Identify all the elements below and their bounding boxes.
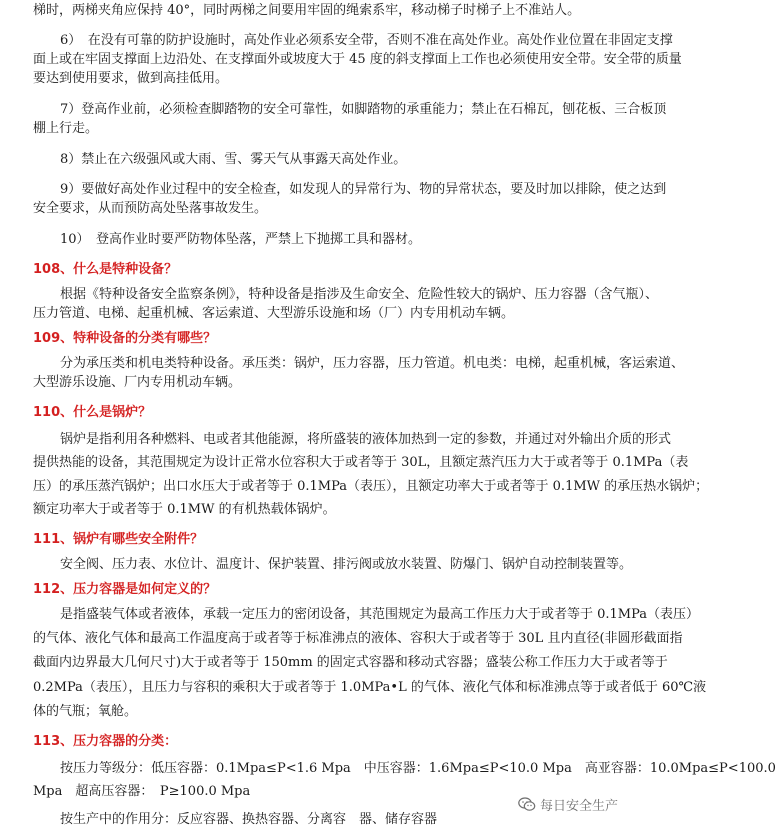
paragraph-line: 梯时，两梯夹角应保持 40°，同时两梯之间要用牢固的绳索系牢，移动梯子时梯子上不准站人。 [33,3,581,18]
paragraph-line: 按生产中的作用分：反应容器、换热容器、分离容 器、储存容器 [60,812,438,827]
paragraph-line: 截面内边界最大几何尺寸)大于或者等于 150mm 的固定式容器和移动式容器；盛装公称工作压力大于或者等于 [33,655,668,670]
watermark [516,795,620,814]
paragraph-line: 压）的承压蒸汽锅炉；出口水压大于或者等于 0.1MPa（表压），且额定功率大于或者等于 0.1MW 的承压热水锅炉； [33,479,709,494]
paragraph-line: 的气体、液化气体和最高工作温度高于或者等于标准沸点的液体、容积大于或者等于 30L 且内直径(非圆形截面指 [33,631,683,646]
section-heading: 110、什么是锅炉？ [33,405,152,420]
paragraph-line: 7）登高作业前，必须检查脚踏物的安全可靠性，如脚踏物的承重能力；禁止在石棉瓦，刨花板、三合板顶 [60,102,667,117]
wechat-icon [518,797,536,812]
section-heading: 108、什么是特种设备？ [33,262,178,277]
paragraph-line: 大型游乐设施、厂内专用机动车辆。 [33,375,242,390]
paragraph-line: 9）要做好高处作业过程中的安全检查，如发现人的异常行为、物的异常状态，要及时加以排除，使之达到 [60,182,667,197]
section-heading: 113、压力容器的分类： [33,734,178,749]
section-heading: 109、特种设备的分类有哪些？ [33,331,217,346]
paragraph-line: 0.2MPa（表压），且压力与容积的乘积大于或者等于 1.0MPa•L 的气体、液化气体和标准沸点等于或者低于 60℃液 [33,680,707,695]
paragraph-line: 根据《特种设备安全监察条例》，特种设备是指涉及生命安全、危险性较大的锅炉、压力容器（含气瓶）、 [60,287,659,302]
paragraph-line: 体的气瓶；氧舱。 [33,704,138,719]
paragraph-line: 是指盛装气体或者液体，承载一定压力的密闭设备，其范围规定为最高工作压力大于或者等于 0.1MPa（表压） [60,607,700,622]
paragraph-line: 6） 在没有可靠的防护设施时，高处作业必须系安全带，否则不准在高处作业。高处作业位置在非固定支撑 [60,33,673,48]
paragraph-line: 安全要求，从而预防高处坠落事故发生。 [33,201,268,216]
paragraph-line: 面上或在牢固支撑面上边沿处、在支撑面外或坡度大于 45 度的斜支撑面上工作也必须使用安全带。安全带的质量 [33,52,682,67]
paragraph-line: 按压力等级分：低压容器：0.1Mpa≤P<1.6 Mpa 中压容器：1.6Mpa≤P<10.0 Mpa 高亚容器：10.0Mpa≤P<100.0 [60,761,776,776]
paragraph-line: 要达到使用要求，做到高挂低用。 [33,71,229,86]
paragraph-line: 压力管道、电梯、起重机械、客运索道、大型游乐设施和场（厂）内专用机动车辆。 [33,306,515,321]
paragraph-line: 8）禁止在六级强风或大雨、雪、雾天气从事露天高处作业。 [60,152,407,167]
paragraph-line: 锅炉是指利用各种燃料、电或者其他能源，将所盛装的液体加热到一定的参数，并通过对外输出介质的形式 [60,432,672,447]
paragraph-line: Mpa 超高压容器： P≥100.0 Mpa [33,784,251,799]
watermark-text: 每日安全生产 [539,799,618,814]
paragraph-line: 分为承压类和机电类特种设备。承压类：锅炉，压力容器，压力管道。机电类：电梯，起重机械，客运索道、 [60,356,685,371]
section-heading: 112、压力容器是如何定义的？ [33,582,217,597]
paragraph-line: 安全阀、压力表、水位计、温度计、保护装置、排污阀或放水装置、防爆门、锅炉自动控制装置等。 [60,557,633,572]
section-heading: 111、锅炉有哪些安全附件？ [33,532,204,547]
paragraph-line: 10） 登高作业时要严防物体坠落，严禁上下抛掷工具和器材。 [60,232,422,247]
paragraph-line: 棚上行走。 [33,121,99,136]
paragraph-line: 提供热能的设备，其范围规定为设计正常水位容积大于或者等于 30L，且额定蒸汽压力大于或者等于 0.1MPa（表 [33,455,689,470]
paragraph-line: 额定功率大于或者等于 0.1MW 的有机热载体锅炉。 [33,502,336,517]
